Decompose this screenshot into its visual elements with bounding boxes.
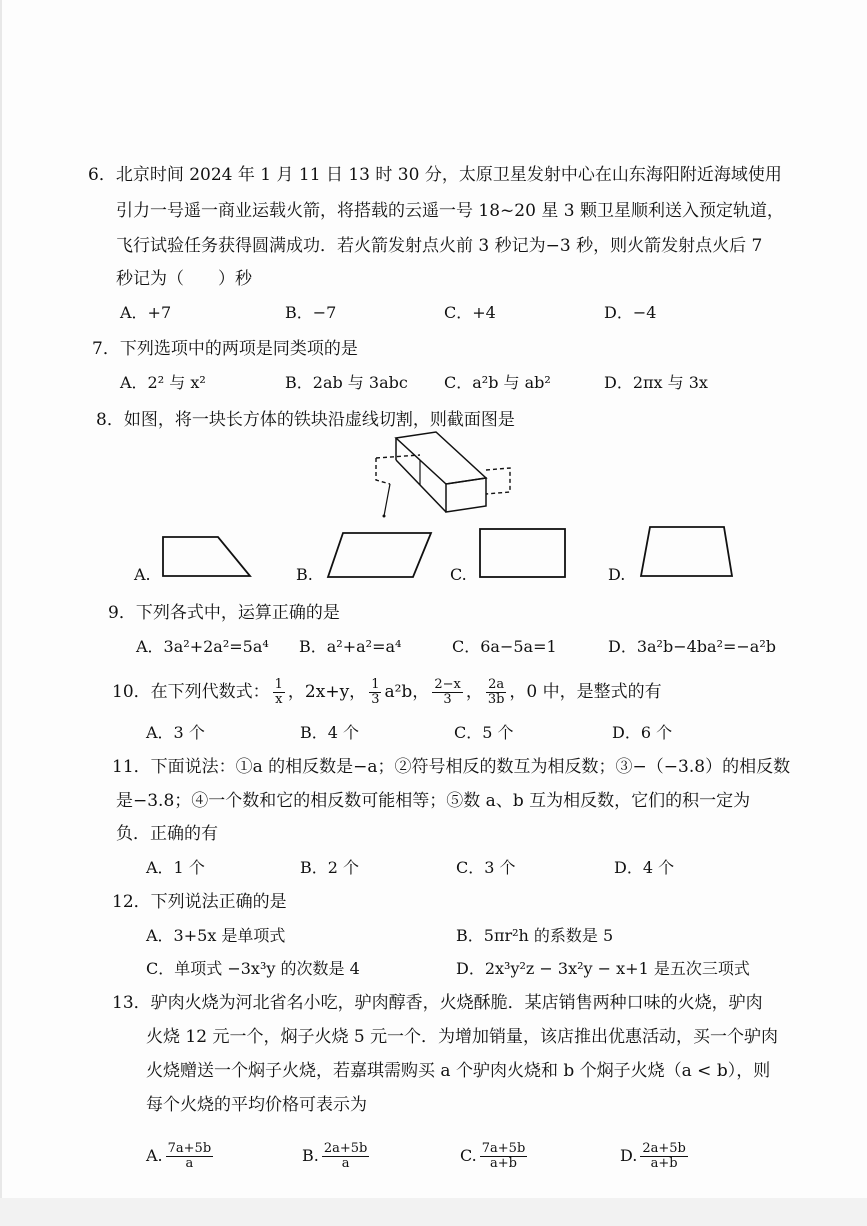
q10-fraction-4: $\frac{2-x}{3}$ (434, 677, 461, 707)
q13-line-4: 每个火烧的平均价格可表示为 (146, 1095, 367, 1115)
q6-option-d: D．−4 (604, 303, 657, 322)
page-left-edge (0, 0, 2, 1226)
q12-option-d: D．2x³y²z − 3x²y − x+1 是五次三项式 (456, 959, 750, 978)
q8-stem: 8．如图，将一块长方体的铁块沿虚线切割，则截面图是 (96, 410, 515, 430)
q9-option-a: A．3a²+2a²=5a⁴ (136, 637, 269, 656)
q6-line-2: 引力一号遥一商业运载火箭，将搭载的云遥一号 18~20 星 3 颗卫星顺利送入预定轨道， (116, 201, 784, 221)
q7-option-d: D．2πx 与 3x (604, 373, 708, 392)
q13-line-2: 火烧 12 元一个，焖子火烧 5 元一个．为增加销量，该店推出优惠活动，买一个驴肉 (146, 1027, 779, 1047)
q9-stem: 9．下列各式中，运算正确的是 (108, 603, 340, 623)
q8-option-a-label: A. (134, 565, 151, 584)
q8-option-d-isosceles-trapezoid (638, 524, 736, 580)
q10-fraction-3: $\frac{1}{3}$ (371, 677, 380, 707)
q10-stem (112, 678, 662, 707)
q10-term-2: ，2x+y， (287, 682, 367, 702)
q10-option-a: A．3 个 (146, 723, 205, 742)
q8-option-b-label: B. (296, 565, 313, 584)
q11-option-d: D．4 个 (614, 858, 675, 877)
q10-stem-start: 10．在下列代数式： (112, 682, 270, 702)
q8-option-b-parallelogram (325, 530, 435, 580)
q8-option-d-label: D. (608, 565, 626, 584)
q8-option-a-trapezoid (160, 534, 255, 580)
q13-option-d: D. $\frac{2a+5b}{a+b}$ (620, 1141, 686, 1171)
q10-option-d: D．6 个 (612, 723, 673, 742)
q13-line-1: 13．驴肉火烧为河北省名小吃，驴肉醇香，火烧酥脆．某店销售两种口味的火烧，驴肉 (112, 993, 763, 1013)
q11-option-a: A．1 个 (146, 858, 205, 877)
q12-option-c: C．单项式 −3x³y 的次数是 4 (146, 959, 360, 978)
q13-option-a-fraction: $\frac{7a+5b}{a}$ (167, 1141, 212, 1171)
q6-line-3: 飞行试验任务获得圆满成功．若火箭发射点火前 3 秒记为−3 秒，则火箭发射点火后 7 (116, 236, 763, 256)
q7-option-c: C．a²b 与 ab² (444, 373, 551, 392)
q13-option-b: B. $\frac{2a+5b}{a}$ (302, 1141, 368, 1171)
q10-fraction-5: $\frac{2a}{3b}$ (487, 677, 505, 707)
q9-option-c: C．6a−5a=1 (452, 637, 557, 656)
q10-option-c: C．5 个 (454, 723, 514, 742)
q7-option-a: A．2² 与 x² (120, 373, 206, 392)
q12-option-b: B．5πr²h 的系数是 5 (456, 926, 614, 945)
q10-stem-end: ，0 中，是整式的有 (509, 682, 662, 702)
q11-line-2: 是−3.8；④一个数和它的相反数可能相等；⑤数 a、b 互为相反数，它们的积一定为 (116, 791, 751, 811)
q6-option-b: B．−7 (285, 303, 337, 322)
q9-option-d: D．3a²b−4ba²=−a²b (608, 637, 776, 656)
q13-option-b-fraction: $\frac{2a+5b}{a}$ (323, 1141, 368, 1171)
q13-option-c-fraction: $\frac{7a+5b}{a+b}$ (481, 1141, 526, 1171)
q10-option-b: B．4 个 (300, 723, 360, 742)
q10-fraction-1: $\frac{1}{x}$ (274, 677, 283, 707)
q12-option-a: A．3+5x 是单项式 (146, 926, 286, 945)
q11-line-3: 负．正确的有 (116, 824, 218, 844)
q6-option-c: C．+4 (444, 303, 496, 322)
q6-line-4: 秒记为（ ）秒 (116, 269, 252, 289)
q11-option-b: B．2 个 (300, 858, 360, 877)
q6-option-a: A．+7 (120, 303, 172, 322)
q12-stem: 12．下列说法正确的是 (112, 892, 287, 912)
page-bottom-band (0, 1198, 867, 1226)
q7-stem: 7．下列选项中的两项是同类项的是 (92, 339, 358, 359)
q11-option-c: C．3 个 (456, 858, 516, 877)
cuboid-figure (360, 430, 520, 522)
q13-option-d-fraction: $\frac{2a+5b}{a+b}$ (642, 1141, 686, 1171)
q11-line-1: 11．下面说法：①a 的相反数是−a；②符号相反的数互为相反数；③−（−3.8）的相反数 (112, 757, 791, 777)
q13-option-c: C. $\frac{7a+5b}{a+b}$ (460, 1141, 526, 1171)
q8-option-c-label: C. (450, 565, 467, 584)
q10-term-3: a²b， (384, 682, 430, 702)
q13-line-3: 火烧赠送一个焖子火烧，若嘉琪需购买 a 个驴肉火烧和 b 个焖子火烧（a < b），则 (146, 1061, 771, 1081)
q8-option-c-rectangle (477, 526, 569, 580)
q13-option-a: A. $\frac{7a+5b}{a}$ (146, 1141, 212, 1171)
q9-option-b: B．a²+a²=a⁴ (299, 637, 402, 656)
q10-term-4: ， (465, 682, 483, 702)
q7-option-b: B．2ab 与 3abc (285, 373, 408, 392)
q6-line-1: 6．北京时间 2024 年 1 月 11 日 13 时 30 分，太原卫星发射中心在山东海阳附近海域使用 (88, 165, 782, 185)
